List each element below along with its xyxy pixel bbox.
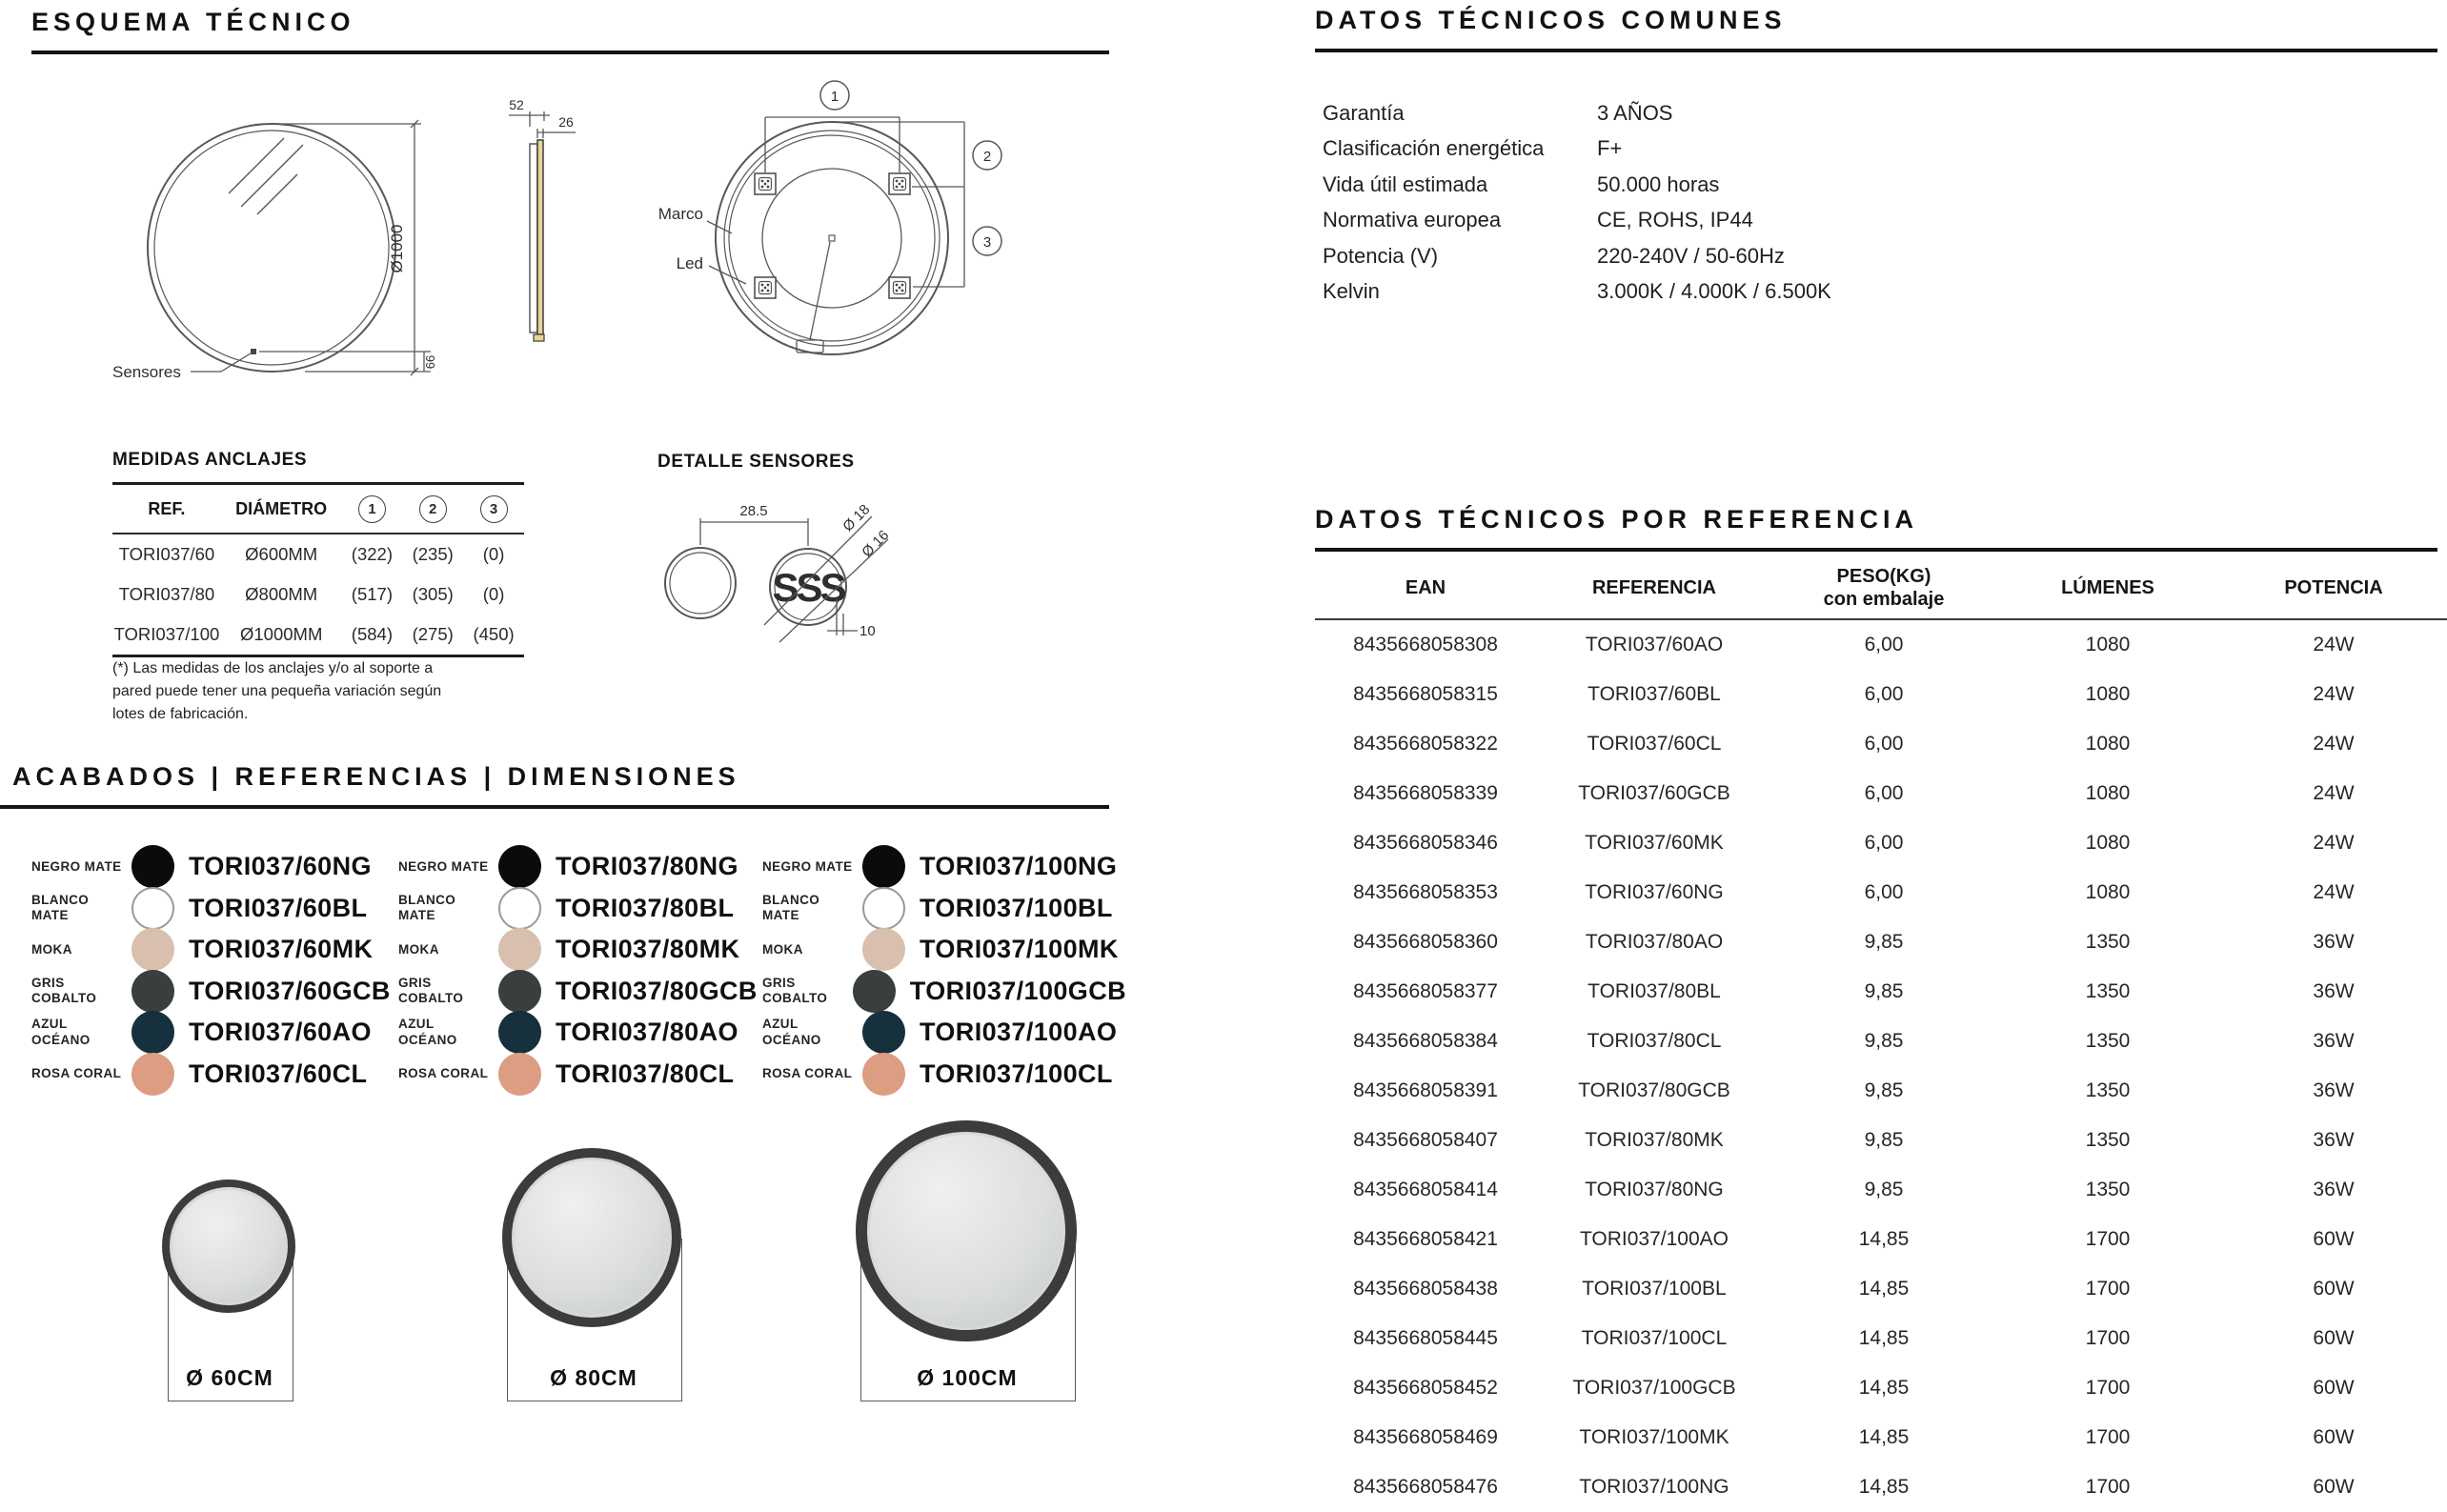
cell-potencia: 36W [2313,980,2355,1002]
table-row [1315,917,2447,967]
finish-item [762,846,1126,888]
cell-peso: 9,85 [1864,1179,1904,1200]
finish-name: GRIS COBALTO [398,975,464,1006]
cell-peso: 9,85 [1864,1079,1904,1101]
side-view-drawing [509,97,576,341]
anclajes-table [112,482,524,657]
medidas-anclajes-title: MEDIDAS ANCLAJES [112,450,308,470]
spec-row [1315,203,2437,239]
table-row [112,615,524,656]
anclajes-header-row [112,484,524,534]
table-row [1315,1017,2447,1066]
finish-name: MOKA [762,941,803,957]
finish-name: NEGRO MATE [762,858,853,874]
cell-peso: 14,85 [1858,1426,1910,1448]
color-swatch [862,845,905,888]
front-diameter-label: Ø1000 [388,224,406,273]
cell-lumenes: 1700 [2085,1377,2131,1399]
cell-ean: 8435668058476 [1353,1476,1498,1498]
size-label-60: Ø 60CM [186,1365,273,1390]
finish-name: ROSA CORAL [762,1066,853,1081]
table-row [112,575,524,615]
cell-referencia: TORI037/60BL [1588,683,1721,705]
finish-column-100 [762,846,1126,1095]
cell-referencia: TORI037/100AO [1579,1228,1729,1250]
cell-ref: TORI037/80 [118,584,215,604]
table-row [1315,670,2447,719]
cell-ean: 8435668058360 [1353,931,1498,953]
svg-text:2: 2 [982,149,992,165]
datos-comunes-list [1315,95,2437,310]
finish-item [398,888,762,930]
finish-reference: TORI037/100NG [920,852,1118,881]
spec-row [1315,238,2437,274]
cell-referencia: TORI037/60AO [1585,634,1724,655]
color-swatch [131,887,174,930]
led-label: Led [676,254,703,272]
spec-label: Vida útil estimada [1323,171,1488,196]
color-swatch [131,970,174,1013]
datos-referencia-title: DATOS TÉCNICOS POR REFERENCIA [1315,505,1919,534]
cell-1: (584) [351,624,393,644]
finish-name: AZUL OCÉANO [31,1017,91,1047]
cell-peso: 9,85 [1864,931,1904,953]
ref-table-header-row [1315,557,2447,619]
col-lumenes: LÚMENES [1995,557,2220,619]
table-row [1315,1215,2447,1264]
cell-peso: 6,00 [1864,733,1904,755]
cell-diametro: Ø600MM [245,544,318,564]
callout-1 [820,81,849,110]
mirror-image-100 [856,1120,1077,1341]
title-underline [31,50,1109,54]
cell-peso: 14,85 [1858,1476,1910,1498]
spec-value: 3.000K / 4.000K / 6.500K [1597,279,1831,304]
color-swatch [498,928,541,971]
col-ean: EAN [1315,557,1536,619]
cell-ean: 8435668058353 [1353,881,1498,903]
cell-3: (0) [482,584,505,604]
finish-name: AZUL OCÉANO [398,1017,457,1047]
datos-referencia-section [1315,505,2437,552]
table-row [1315,1066,2447,1116]
anchor-point-icon [889,173,910,194]
side-depth-frame-label: 26 [558,114,574,130]
callout-2 [973,141,1001,170]
table-row [1315,1363,2447,1413]
finish-name: NEGRO MATE [398,858,489,874]
cell-potencia: 24W [2313,832,2355,854]
cell-lumenes: 1080 [2085,683,2131,705]
cell-peso: 14,85 [1858,1377,1910,1399]
cell-lumenes: 1700 [2085,1228,2131,1250]
esquema-title: ESQUEMA TÉCNICO [31,8,355,36]
sensor-inner-diameter-label: Ø 16 [859,527,893,561]
acabados-section [0,762,1109,809]
cell-lumenes: 1080 [2085,634,2131,655]
finish-reference: TORI037/100BL [920,893,1113,922]
anchor-point-icon [755,173,776,194]
cell-peso: 6,00 [1864,832,1904,854]
spec-value: 220-240V / 50-60Hz [1597,243,1785,268]
finish-name: ROSA CORAL [31,1066,122,1081]
cell-lumenes: 1080 [2085,733,2131,755]
cell-potencia: 24W [2313,634,2355,655]
cell-potencia: 60W [2313,1476,2355,1498]
finish-name: GRIS COBALTO [31,975,97,1006]
cell-potencia: 36W [2313,1129,2355,1151]
cell-ean: 8435668058421 [1353,1228,1498,1250]
table-row [1315,1116,2447,1165]
color-swatch [862,928,905,971]
cell-referencia: TORI037/100MK [1579,1426,1729,1448]
front-view-drawing [112,120,437,381]
cell-potencia: 24W [2313,733,2355,755]
medidas-anclajes-section [112,450,532,657]
cell-diametro: Ø800MM [245,584,318,604]
svg-text:3: 3 [982,234,992,251]
finish-reference: TORI037/60CL [189,1058,368,1088]
side-depth-total-label: 52 [509,97,524,112]
cell-2: (275) [412,624,454,644]
cell-referencia: TORI037/60CL [1587,733,1722,755]
cell-potencia: 60W [2313,1228,2355,1250]
finish-item [31,971,395,1013]
spec-label: Clasificación energética [1323,136,1545,161]
finish-item [31,1012,395,1054]
size-label-80: Ø 80CM [550,1365,637,1390]
finish-column-80 [398,846,762,1095]
cell-potencia: 36W [2313,931,2355,953]
size-label-100: Ø 100CM [917,1365,1018,1390]
cell-2: (305) [412,584,454,604]
finish-reference: TORI037/80MK [556,935,740,964]
datos-comunes-section [1315,6,2437,52]
col-2: 2 [402,484,463,534]
cell-ref: TORI037/100 [113,624,220,644]
title-underline [1315,49,2437,52]
sensor-outer-diameter-label: Ø 18 [839,501,874,535]
finish-reference: TORI037/100MK [920,935,1119,964]
finish-item [762,971,1126,1013]
finish-item [398,1054,762,1096]
sensor-detail-drawing [657,480,915,656]
mirror-image-80 [502,1148,681,1327]
table-row [1315,719,2447,769]
color-swatch [131,1053,174,1096]
finish-reference: TORI037/100AO [920,1018,1118,1047]
finish-name: MOKA [31,941,72,957]
finish-item [762,1012,1126,1054]
col-diametro: DIÁMETRO [221,484,342,534]
sensor-offset-label: 66 [423,354,437,370]
cell-potencia: 60W [2313,1278,2355,1300]
cell-referencia: TORI037/60MK [1585,832,1724,854]
color-swatch [853,970,896,1013]
col-ref: REF. [112,484,221,534]
table-row [1315,1462,2447,1512]
cell-lumenes: 1080 [2085,782,2131,804]
cell-potencia: 24W [2313,683,2355,705]
finish-name: AZUL OCÉANO [762,1017,821,1047]
cell-referencia: TORI037/80BL [1588,980,1721,1002]
cell-peso: 6,00 [1864,881,1904,903]
cell-peso: 6,00 [1864,683,1904,705]
spec-row [1315,95,2437,131]
cell-ean: 8435668058308 [1353,634,1498,655]
anclajes-table-body [112,534,524,656]
cell-peso: 9,85 [1864,1129,1904,1151]
color-swatch [131,845,174,888]
table-row [1315,967,2447,1017]
title-underline [0,805,1109,809]
svg-text:1: 1 [830,89,839,105]
finish-item [398,929,762,971]
color-swatch [498,1053,541,1096]
cell-lumenes: 1350 [2085,1079,2131,1101]
cell-referencia: TORI037/100GCB [1572,1377,1736,1399]
cell-lumenes: 1700 [2085,1278,2131,1300]
detalle-sensores-title: DETALLE SENSORES [657,452,855,472]
cell-referencia: TORI037/80GCB [1578,1079,1730,1101]
cell-potencia: 60W [2313,1377,2355,1399]
cell-diametro: Ø1000MM [239,624,323,644]
acabados-title: ACABADOS | REFERENCIAS | DIMENSIONES [12,762,740,791]
finish-name: MOKA [398,941,439,957]
cell-ean: 8435668058384 [1353,1030,1498,1052]
finish-name: NEGRO MATE [31,858,122,874]
finish-item [398,846,762,888]
finish-item [31,1054,395,1096]
cell-3: (0) [482,544,505,564]
spec-label: Normativa europea [1323,208,1502,232]
cell-referencia: TORI037/80NG [1585,1179,1724,1200]
cell-peso: 14,85 [1858,1228,1910,1250]
finish-column-60 [31,846,395,1095]
table-row [1315,1165,2447,1215]
sensor-glyph: SSS [772,565,844,610]
spec-value: 50.000 horas [1597,171,1720,196]
cell-potencia: 60W [2313,1327,2355,1349]
sensor-offset-label: 10 [859,623,876,639]
spec-label: Kelvin [1323,279,1380,304]
cell-potencia: 24W [2313,881,2355,903]
cell-referencia: TORI037/80AO [1585,931,1724,953]
cell-potencia: 36W [2313,1030,2355,1052]
finish-item [31,846,395,888]
cell-ean: 8435668058438 [1353,1278,1498,1300]
col-1: 1 [342,484,403,534]
cell-ean: 8435668058407 [1353,1129,1498,1151]
cell-ean: 8435668058339 [1353,782,1498,804]
table-row [1315,769,2447,818]
ref-table-body [1315,619,2447,1512]
finish-reference: TORI037/100CL [920,1058,1113,1088]
color-swatch [131,1011,174,1054]
cell-lumenes: 1080 [2085,881,2131,903]
finish-item [762,929,1126,971]
color-swatch [862,887,905,930]
cell-peso: 6,00 [1864,782,1904,804]
finish-reference: TORI037/60BL [189,893,368,922]
cell-lumenes: 1080 [2085,832,2131,854]
table-row [1315,818,2447,868]
col-3: 3 [463,484,524,534]
cell-ean: 8435668058414 [1353,1179,1498,1200]
cell-potencia: 36W [2313,1179,2355,1200]
anchor-point-icon [889,277,910,298]
title-underline [1315,548,2437,552]
cell-referencia: TORI037/100CL [1581,1327,1728,1349]
cell-lumenes: 1700 [2085,1327,2131,1349]
cell-lumenes: 1350 [2085,1129,2131,1151]
ref-table [1315,557,2447,1512]
cell-ean: 8435668058322 [1353,733,1498,755]
cell-lumenes: 1350 [2085,980,2131,1002]
cell-peso: 14,85 [1858,1278,1910,1300]
table-row [1315,619,2447,670]
marco-label: Marco [657,205,703,223]
mirror-image-60 [162,1179,295,1313]
spec-value: CE, ROHS, IP44 [1597,208,1753,232]
cell-1: (322) [351,544,393,564]
finish-name: GRIS COBALTO [762,975,828,1006]
finish-name: BLANCO MATE [31,892,90,923]
finish-item [762,888,1126,930]
spec-row [1315,131,2437,168]
spec-row [1315,167,2437,203]
cell-lumenes: 1350 [2085,931,2131,953]
sensor-distance-label: 28.5 [739,503,768,519]
sensores-label: Sensores [112,363,181,381]
cell-potencia: 36W [2313,1079,2355,1101]
finish-item [398,1012,762,1054]
finish-reference: TORI037/60GCB [189,976,391,1005]
finish-reference: TORI037/80GCB [556,976,758,1005]
color-swatch [862,1011,905,1054]
color-swatch [498,970,541,1013]
color-swatch [498,1011,541,1054]
finish-reference: TORI037/80NG [556,852,738,881]
finish-item [31,929,395,971]
rear-view-drawing [658,81,1001,354]
spec-row [1315,274,2437,311]
callout-3 [973,227,1001,255]
cell-potencia: 24W [2313,782,2355,804]
cell-referencia: TORI037/60NG [1585,881,1724,903]
cell-lumenes: 1700 [2085,1476,2131,1498]
finish-reference: TORI037/100GCB [909,976,1126,1005]
spec-label: Garantía [1323,100,1405,125]
cell-ean: 8435668058315 [1353,683,1498,705]
detalle-sensores-section [657,452,943,661]
cell-peso: 9,85 [1864,1030,1904,1052]
cell-potencia: 60W [2313,1426,2355,1448]
finish-name: ROSA CORAL [398,1066,489,1081]
cell-1: (517) [351,584,393,604]
col-peso: PESO(KG) con embalaje [1772,557,1995,619]
finish-reference: TORI037/60NG [189,852,372,881]
cell-ean: 8435668058346 [1353,832,1498,854]
cell-lumenes: 1700 [2085,1426,2131,1448]
technical-schematic-drawing [86,71,1048,433]
cell-peso: 6,00 [1864,634,1904,655]
spec-value: 3 AÑOS [1597,100,1673,125]
cell-referencia: TORI037/100NG [1579,1476,1729,1498]
finish-name: BLANCO MATE [762,892,820,923]
cell-ean: 8435668058445 [1353,1327,1498,1349]
cell-ean: 8435668058377 [1353,980,1498,1002]
finish-item [762,1054,1126,1096]
finish-reference: TORI037/80CL [556,1058,735,1088]
cell-lumenes: 1350 [2085,1030,2131,1052]
cell-ref: TORI037/60 [118,544,215,564]
finish-reference: TORI037/80BL [556,893,735,922]
spec-value: F+ [1597,136,1623,161]
cell-referencia: TORI037/80MK [1585,1129,1724,1151]
cell-referencia: TORI037/80CL [1587,1030,1722,1052]
col-potencia: POTENCIA [2220,557,2447,619]
table-row [1315,868,2447,917]
mirror-hatch-lines [229,138,303,214]
table-row [112,534,524,575]
spec-label: Potencia (V) [1323,243,1439,268]
color-swatch [498,887,541,930]
datos-comunes-title: DATOS TÉCNICOS COMUNES [1315,6,1787,34]
color-swatch [498,845,541,888]
finish-reference: TORI037/80AO [556,1018,738,1047]
cell-lumenes: 1350 [2085,1179,2131,1200]
table-row [1315,1314,2447,1363]
finish-item [398,971,762,1013]
finish-reference: TORI037/60AO [189,1018,372,1047]
table-row [1315,1413,2447,1462]
finish-reference: TORI037/60MK [189,935,374,964]
cell-ean: 8435668058469 [1353,1426,1498,1448]
col-referencia: REFERENCIA [1536,557,1772,619]
cell-peso: 14,85 [1858,1327,1910,1349]
anchor-point-icon [755,277,776,298]
color-swatch [862,1053,905,1096]
color-swatch [131,928,174,971]
cell-referencia: TORI037/100BL [1582,1278,1727,1300]
table-row [1315,1264,2447,1314]
cell-referencia: TORI037/60GCB [1578,782,1730,804]
finish-name: BLANCO MATE [398,892,456,923]
anclajes-footnote: (*) Las medidas de los anclajes y/o al soporte a pared puede tener una pequeña variación según lotes de fabricación. [112,660,442,722]
cell-3: (450) [473,624,515,644]
cell-ean: 8435668058391 [1353,1079,1498,1101]
cell-2: (235) [412,544,454,564]
cell-peso: 9,85 [1864,980,1904,1002]
esquema-section [31,8,1109,54]
cell-ean: 8435668058452 [1353,1377,1498,1399]
finish-item [31,888,395,930]
